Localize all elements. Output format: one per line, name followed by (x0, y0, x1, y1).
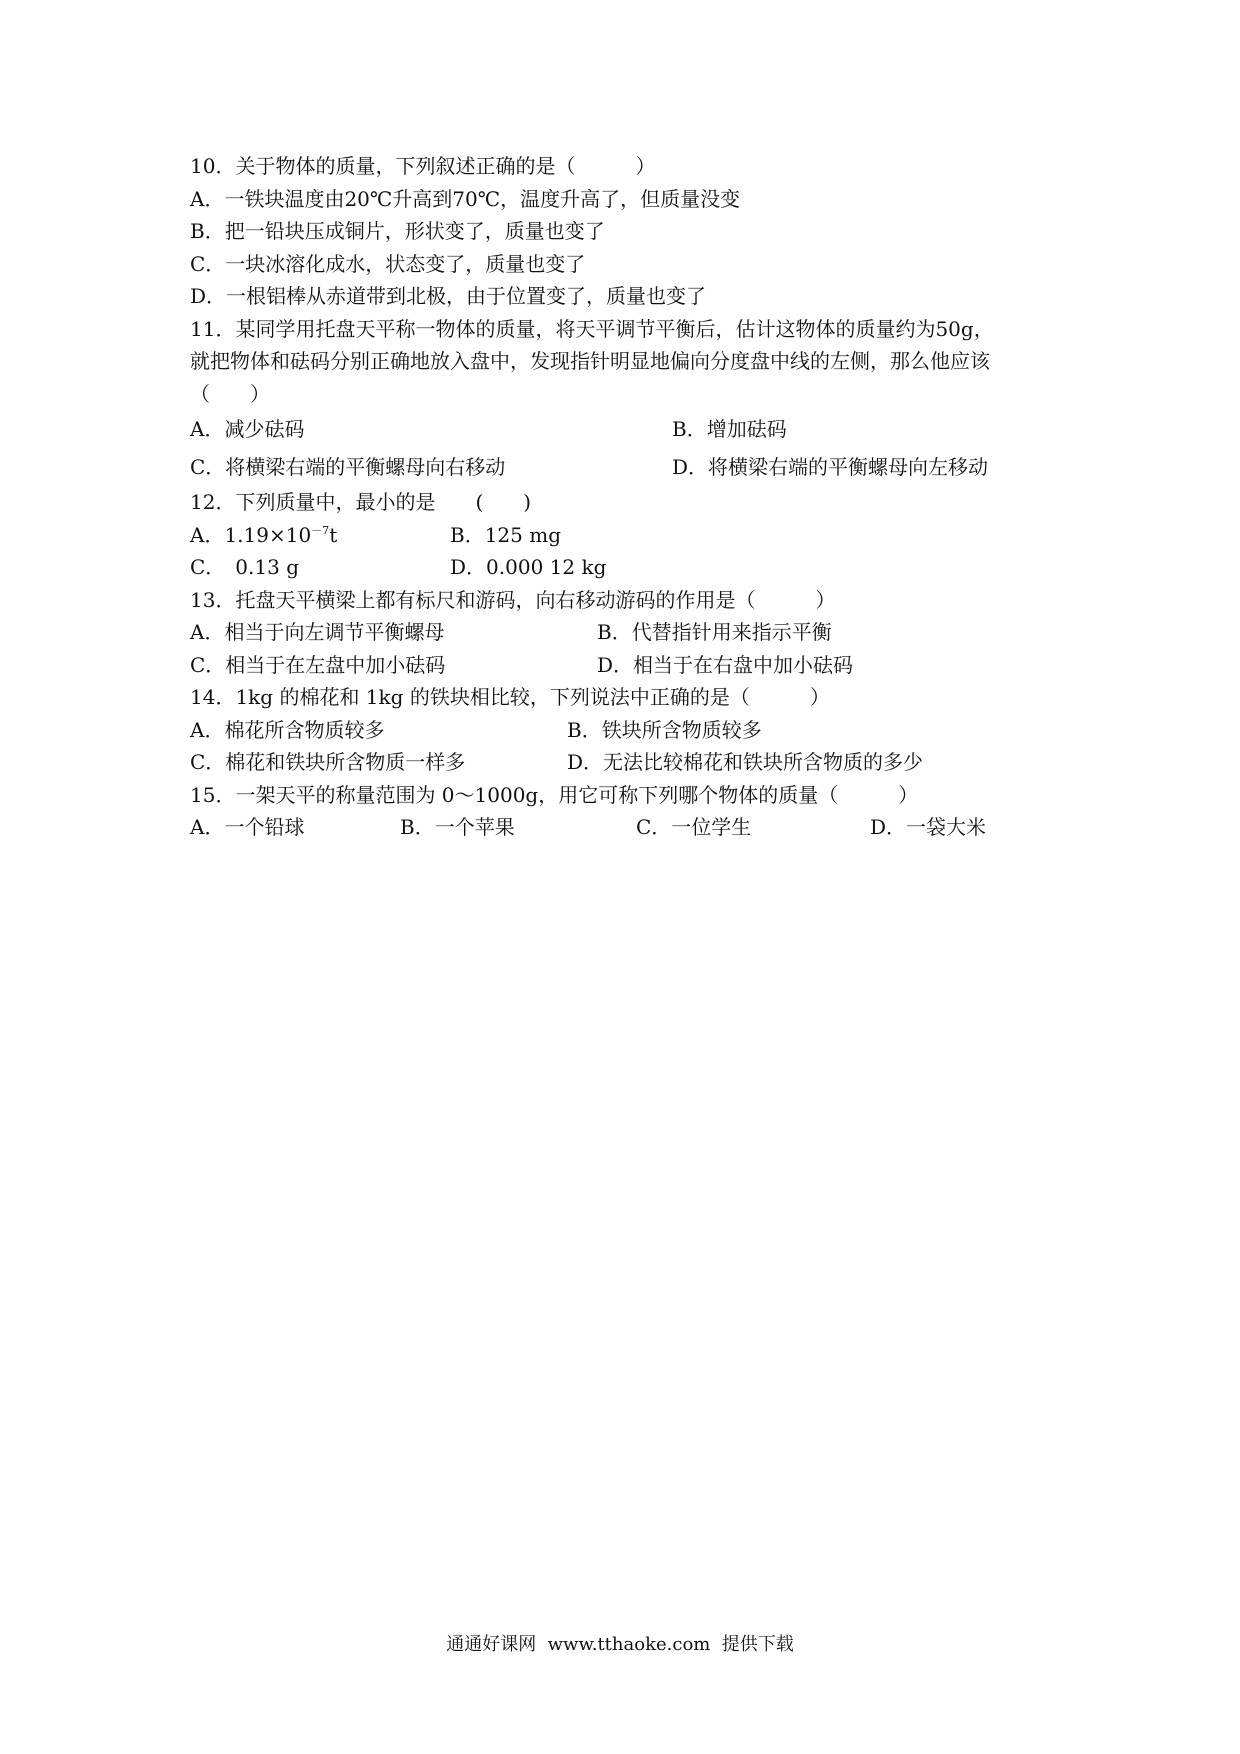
question-12-option-a-exponent: －7 (311, 523, 330, 537)
question-12-options-row-1 (190, 519, 1070, 552)
question-10-option-b: B．把一铅块压成铜片，形状变了，质量也变了 (190, 219, 605, 243)
question-15-option-b: B．一个苹果 (400, 815, 515, 839)
question-11-stem-line-1: 11．某同学用托盘天平称一物体的质量，将天平调节平衡后，估计这物体的质量约为50g， (190, 316, 994, 341)
question-10-option-c: C．一块冰溶化成水，状态变了，质量也变了 (190, 251, 586, 276)
question-13-option-d: D．相当于在右盘中加小砝码 (597, 652, 854, 677)
question-12-option-d: D．0.000 12 kg (450, 555, 607, 579)
question-14-option-d: D．无法比较棉花和铁块所含物质的多少 (567, 750, 924, 774)
question-11-option-c: C．将横梁右端的平衡螺母向右移动 (190, 455, 506, 479)
question-15-option-a: A．一个铅球 (190, 815, 305, 839)
question-11-stem-line-3: （ ） (190, 381, 270, 406)
page-footer: 通通好课网 www.tthaoke.com 提供下载 (446, 1634, 794, 1655)
question-12-option-a-unit: t (329, 522, 338, 547)
question-13-option-c: C．相当于在左盘中加小砝码 (190, 652, 446, 677)
question-11-options-row-1 (190, 410, 1070, 448)
question-12-option-a-prefix: A．1.19×10 (190, 522, 312, 547)
question-13-options-row-1 (190, 616, 1070, 649)
question-15-stem: 15．一架天平的称量范围为 0～1000g，用它可称下列哪个物体的质量（ ） (190, 782, 919, 807)
question-14-options-row-1 (190, 714, 1070, 747)
question-14-option-c: C．棉花和铁块所含物质一样多 (190, 750, 466, 774)
question-11-option-a: A．减少砝码 (190, 417, 305, 441)
question-11-stem-line-2: 就把物体和砝码分别正确地放入盘中，发现指针明显地偏向分度盘中线的左侧，那么他应该 (190, 349, 990, 373)
question-13-option-a: A．相当于向左调节平衡螺母 (190, 620, 445, 644)
question-12-option-b: B．125 mg (450, 522, 561, 547)
question-14-options-row-2 (190, 746, 1070, 779)
question-10-stem: 10．关于物体的质量，下列叙述正确的是（ ） (190, 154, 656, 178)
question-15-option-d: D．一袋大米 (870, 815, 987, 839)
question-12-stem: 12．下列质量中，最小的是 ( ) (190, 490, 532, 514)
question-11-option-d: D．将横梁右端的平衡螺母向左移动 (672, 455, 989, 479)
question-12-option-a (190, 519, 337, 552)
question-11-option-b: B．增加砝码 (672, 417, 787, 441)
question-10-option-a: A．一铁块温度由20℃升高到70℃，温度升高了，但质量没变 (190, 186, 741, 211)
question-12-options-row-2 (190, 551, 1070, 584)
question-15-options-row (190, 811, 1070, 844)
question-15-option-c: C．一位学生 (636, 815, 752, 839)
question-12-option-c: C． 0.13 g (190, 555, 299, 579)
question-10-option-d: D．一根铝棒从赤道带到北极，由于位置变了，质量也变了 (190, 284, 707, 308)
question-13-option-b: B．代替指针用来指示平衡 (597, 620, 832, 644)
question-14-stem: 14．1kg 的棉花和 1kg 的铁块相比较，下列说法中正确的是（ ） (190, 685, 830, 709)
question-13-stem: 13．托盘天平横梁上都有标尺和游码，向右移动游码的作用是（ ） (190, 587, 836, 612)
question-11-options-row-2 (190, 448, 1070, 486)
question-13-options-row-2 (190, 649, 1070, 682)
question-14-option-b: B．铁块所含物质较多 (567, 717, 762, 742)
question-list (190, 150, 1070, 844)
question-14-option-a: A．棉花所含物质较多 (190, 717, 385, 742)
